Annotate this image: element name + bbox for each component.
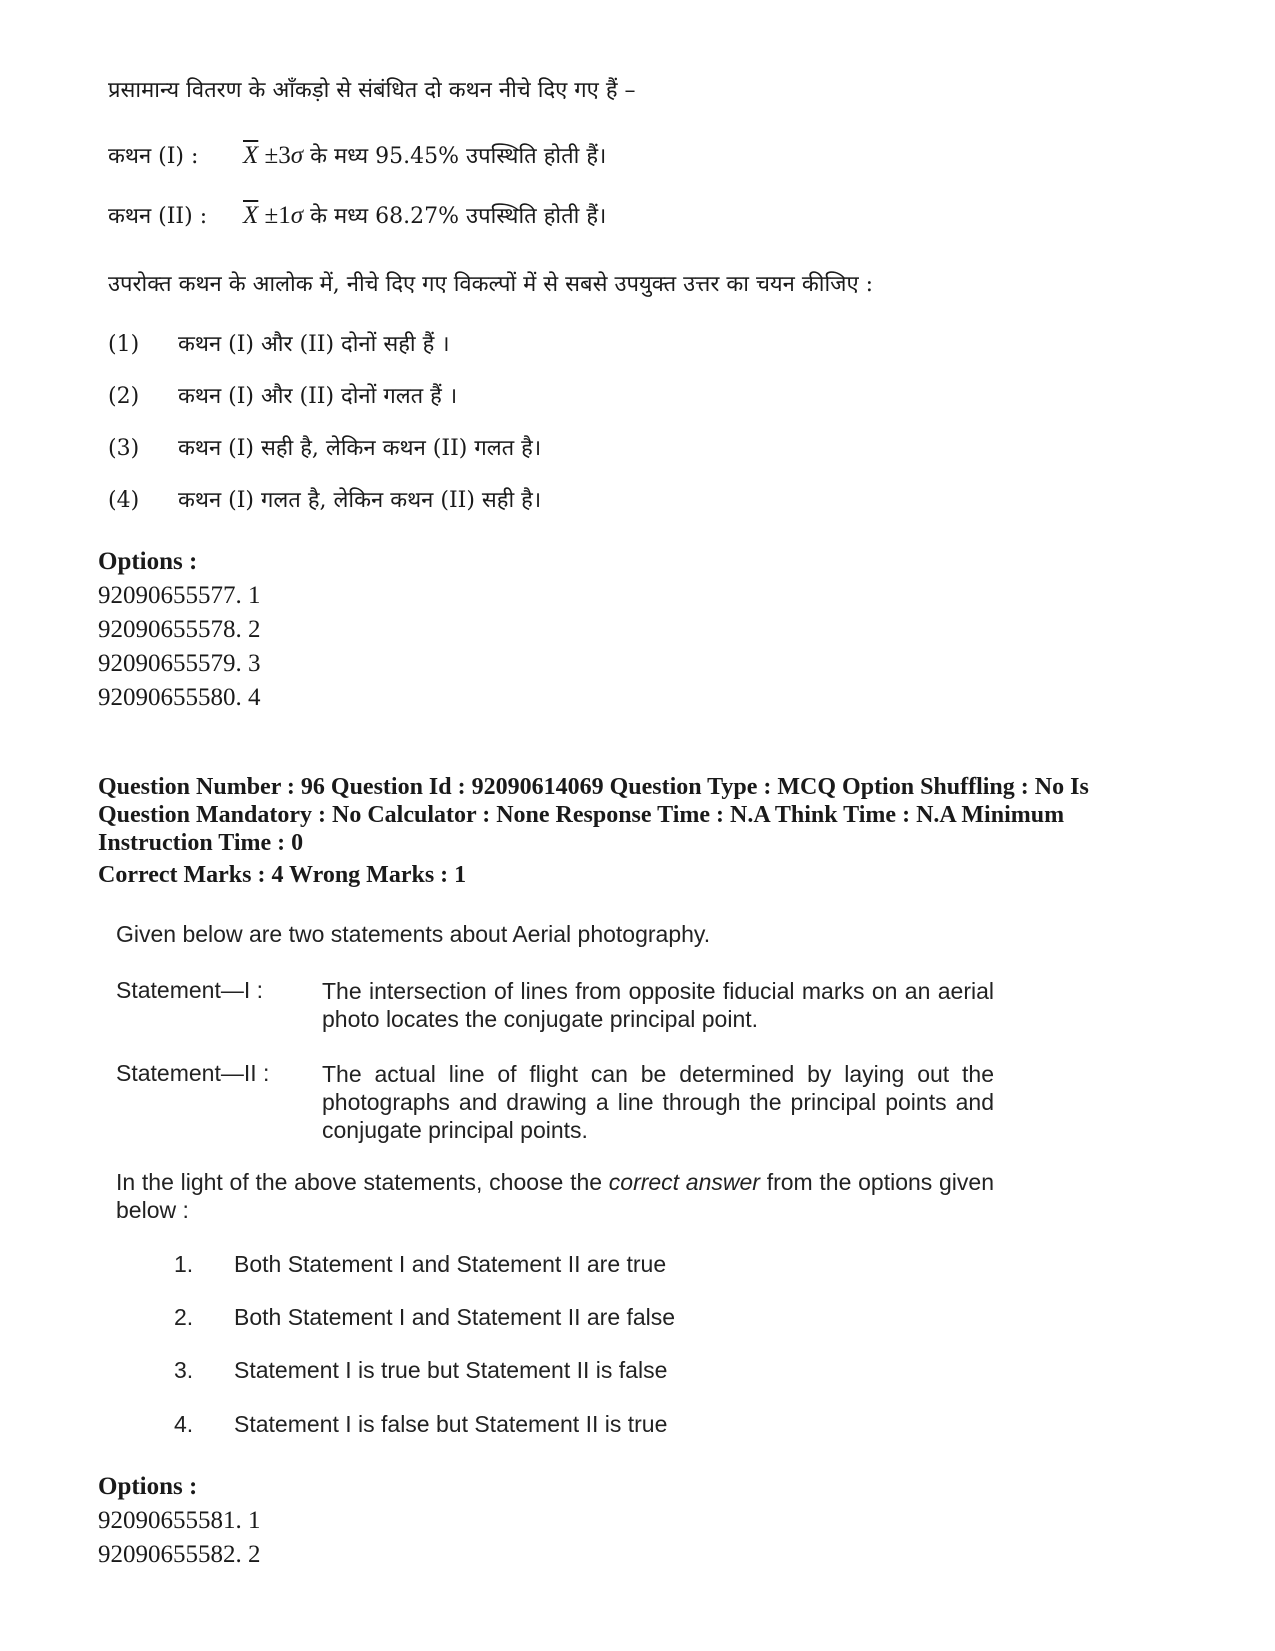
statement-2-text-en: The actual line of flight can be determined by laying out the photographs and drawing a line through the principal points and conjugate principal points. [322,1061,994,1143]
option-item: 92090655581. 1 [98,1507,261,1534]
choice-3-text-en: Statement I is true but Statement II is false [234,1357,668,1383]
statement-2-label-en: Statement—II : [116,1060,270,1086]
statement-1 [108,140,606,170]
option-item: 92090655579. 3 [98,650,261,677]
choice-1-num-en: 1. [174,1251,194,1277]
choice-3-num-en: 3. [174,1357,194,1383]
question-prompt-en: In the light of the above statements, choose the correct answer from the options given below : [116,1169,995,1223]
question-intro-en: Given below are two statements about Aerial photography. [116,921,711,947]
options-heading-2: Options : [98,1473,198,1500]
statement-2-formula: $\overline{X} \pm 1\sigma$ [243,202,304,229]
choice-4-text-en: Statement I is false but Statement II is true [234,1411,668,1437]
choice-4-num-en: 4. [174,1411,194,1437]
question-marks: Correct Marks : 4 Wrong Marks : 1 [98,862,467,888]
statement-1-text-en: The intersection of lines from opposite fiducial marks on an aerial photo locates the conjugate principal point. [322,978,994,1032]
statement-2-label: कथन (II) : [108,204,208,229]
choice-2: (2) कथन (I) और (II) दोनों गलत हैं । [108,384,458,409]
statement-2-text: के मध्य 68.27% उपस्थिति होती हैं। [310,204,607,229]
question-intro: प्रसामान्य वितरण के आँकड़ो से संबंधित दो कथन नीचे दिए गए हैं – [108,78,636,103]
statement-1-label-en: Statement—I : [116,977,264,1003]
statement-1-text: के मध्य 95.45% उपस्थिति होती हैं। [310,144,607,169]
choice-1-text-en: Both Statement I and Statement II are true [234,1251,667,1277]
option-item: 92090655578. 2 [98,616,261,643]
choice-1: (1) कथन (I) और (II) दोनों सही हैं । [108,332,450,357]
options-heading: Options : [98,548,198,575]
choice-4: (4) कथन (I) गलत है, लेकिन कथन (II) सही है। [108,488,542,513]
statement-1-formula: $\overline{X} \pm 3\sigma$ [243,142,304,169]
question-prompt: उपरोक्त कथन के आलोक में, नीचे दिए गए विकल्पों में से सबसे उपयुक्त उत्तर का चयन कीजिए : [108,272,874,297]
choice-2-text-en: Both Statement I and Statement II are false [234,1304,676,1330]
choice-2-num-en: 2. [174,1304,194,1330]
option-item: 92090655577. 1 [98,582,261,609]
statement-2 [108,200,606,230]
option-item: 92090655580. 4 [98,684,261,711]
choice-3: (3) कथन (I) सही है, लेकिन कथन (II) गलत है। [108,436,542,461]
statement-1-label: कथन (I) : [108,144,199,169]
option-item: 92090655582. 2 [98,1541,261,1568]
question-meta: Question Number : 96 Question Id : 92090614069 Question Type : MCQ Option Shuffling : No Is Question Mandatory : No Calculator : None Response Time : N.A Think Time : N.A Minimum Instruction Time : 0 [98,774,1089,856]
